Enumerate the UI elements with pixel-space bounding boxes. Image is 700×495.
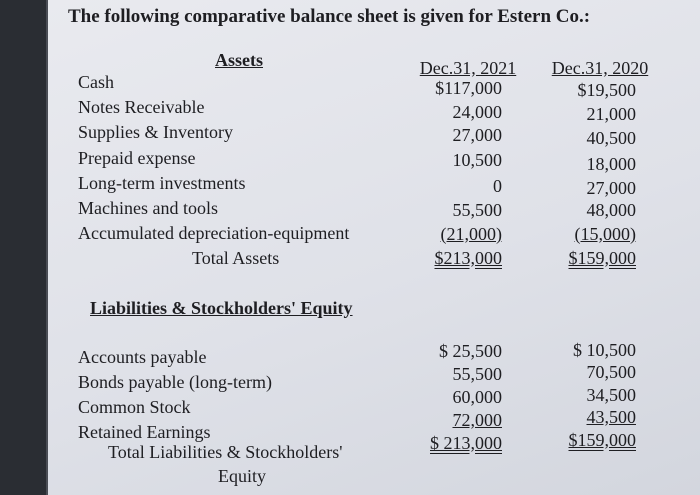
asset-value-2020: 27,000 (586, 178, 636, 198)
total-assets-2020-text: $159,000 (568, 248, 636, 268)
asset-value-2021: 27,000 (452, 125, 502, 145)
liability-value-2020: 34,500 (586, 385, 636, 405)
asset-value-2020: 21,000 (586, 104, 636, 124)
asset-value-2021: 24,000 (452, 102, 502, 122)
asset-value-2021: $117,000 (435, 78, 502, 98)
total-liabilities-2020 (516, 430, 636, 451)
asset-value-2020: 40,500 (586, 128, 636, 148)
liability-row-label: Accounts payable (78, 347, 207, 367)
asset-row-label: Long-term investments (78, 173, 246, 193)
asset-value-2021: 10,500 (452, 150, 502, 170)
liability-value-2021-text: 72,000 (452, 410, 502, 430)
asset-value-2021: 55,500 (452, 200, 502, 220)
liability-value-2021 (382, 410, 502, 431)
page-title: The following comparative balance sheet is given for Estern Co.: (68, 6, 591, 27)
total-liabilities-label: Total Liabilities & Stockholders' (108, 442, 343, 462)
total-liabilities-2021-text: $ 213,000 (430, 433, 502, 453)
total-assets-label: Total Assets (192, 248, 280, 268)
asset-row-label: Cash (78, 72, 114, 92)
column-header-2021: Dec.31, 2021 (419, 58, 517, 78)
asset-value-2020: $19,500 (577, 80, 636, 100)
asset-value-2021-text: (21,000) (440, 224, 502, 244)
document-page (46, 0, 700, 495)
asset-row-label: Prepaid expense (78, 148, 196, 168)
liability-value-2021: $ 25,500 (439, 341, 502, 361)
asset-row-label: Accumulated depreciation-equipment (78, 223, 350, 243)
total-assets-2021-text: $213,000 (434, 248, 502, 268)
total-liabilities-label-cont: Equity (218, 466, 266, 486)
asset-row-label: Supplies & Inventory (78, 122, 233, 142)
asset-row-label: Machines and tools (78, 198, 218, 218)
asset-row-label: Notes Receivable (78, 97, 205, 117)
assets-heading: Assets (215, 50, 263, 70)
liability-value-2021: 60,000 (452, 387, 502, 407)
total-liabilities-2021 (382, 433, 502, 454)
liabilities-heading: Liabilities & Stockholders' Equity (90, 298, 353, 318)
total-assets-2020 (516, 248, 636, 269)
liability-value-2021: 55,500 (452, 364, 502, 384)
liability-row-label: Bonds payable (long-term) (78, 372, 272, 392)
total-assets-2021 (382, 248, 502, 269)
asset-value-2021 (382, 224, 502, 245)
asset-value-2020-text: (15,000) (574, 224, 636, 244)
asset-value-2021: 0 (493, 176, 502, 196)
asset-value-2020 (516, 224, 636, 245)
liability-value-2020-text: 43,500 (586, 407, 636, 427)
liability-row-label: Common Stock (78, 397, 191, 417)
liability-value-2020 (516, 407, 636, 428)
liability-value-2020: $ 10,500 (573, 340, 636, 360)
liability-row-label: Retained Earnings (78, 422, 211, 442)
liability-value-2020: 70,500 (586, 362, 636, 382)
total-liabilities-2020-text: $159,000 (568, 430, 636, 450)
asset-value-2020: 48,000 (586, 200, 636, 220)
asset-value-2020: 18,000 (586, 154, 636, 174)
column-header-2020: Dec.31, 2020 (551, 58, 649, 78)
